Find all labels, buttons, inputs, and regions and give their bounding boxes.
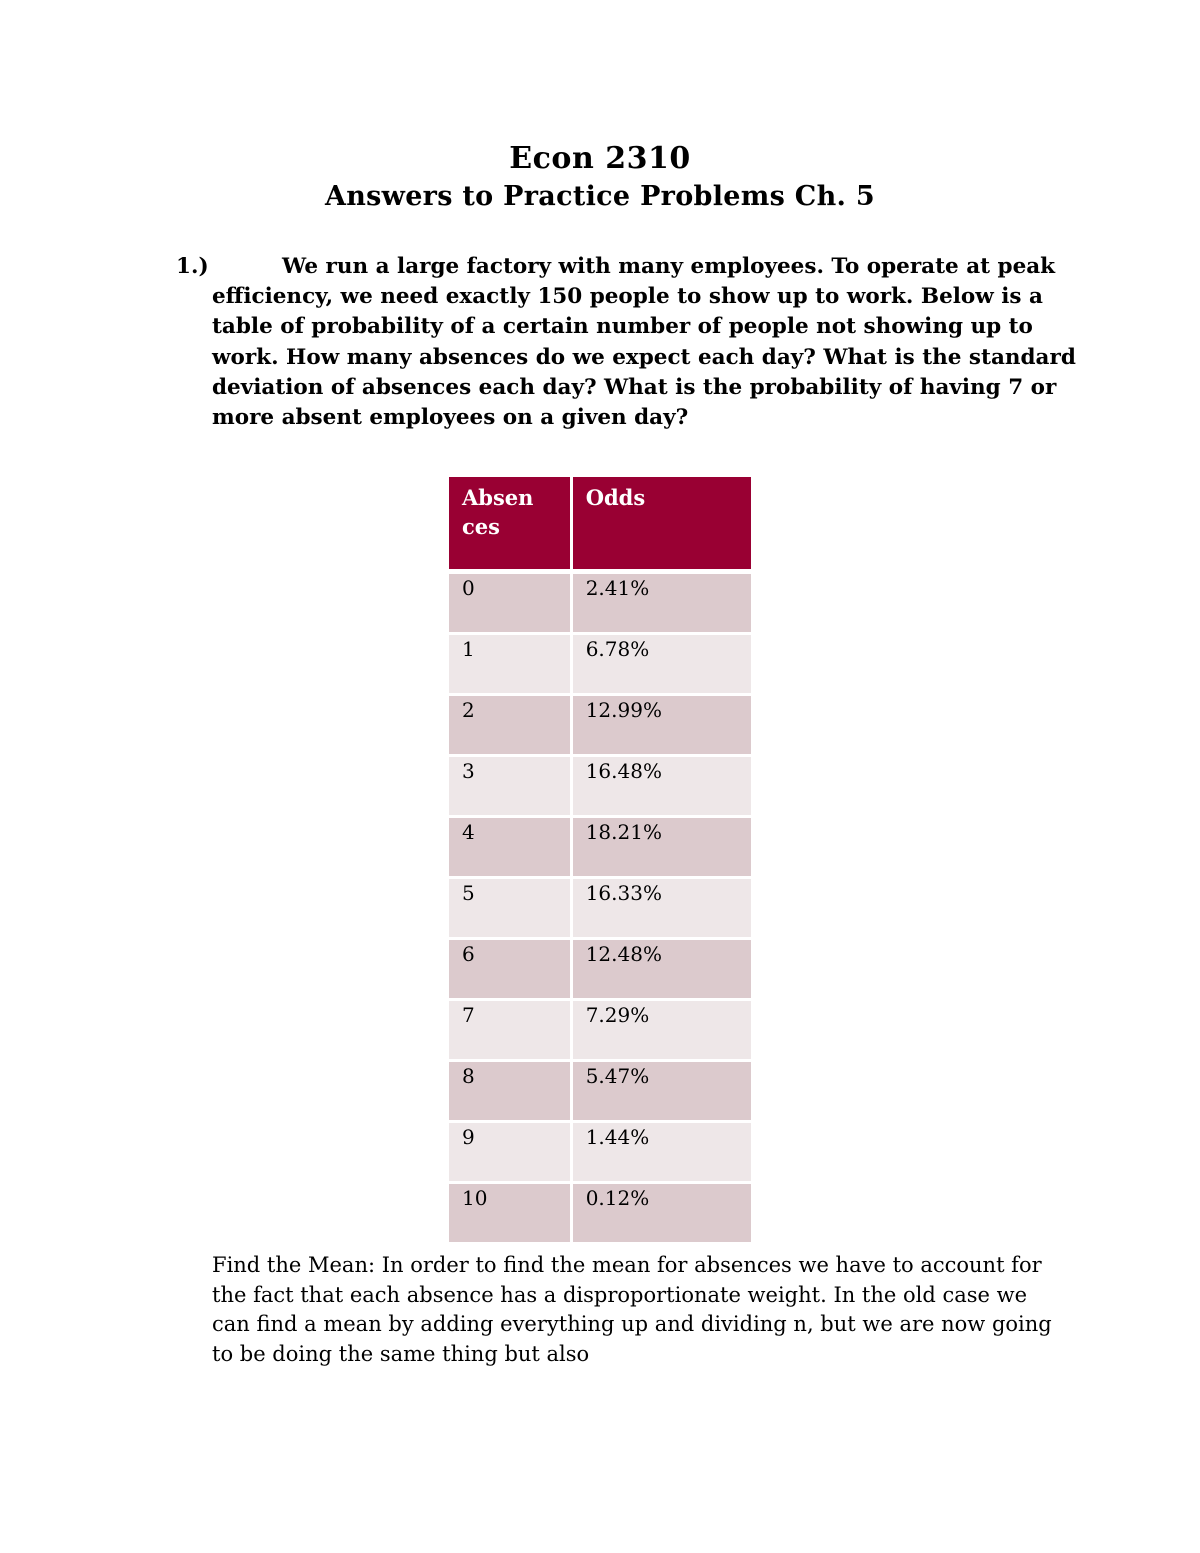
odds-cell: 2.41% — [573, 574, 751, 635]
absences-odds-table — [449, 477, 751, 1245]
table-row — [449, 1001, 751, 1062]
absences-cell: 0 — [449, 574, 573, 635]
header-odds: Odds — [573, 477, 751, 574]
table-row — [449, 1184, 751, 1245]
answer-paragraph: Find the Mean: In order to find the mean for absences we have to account for the fact that each absence has a disproportionate weight. In the old case we can find a mean by adding everything up and dividing n, but we are now going to be doing the same thing but also — [212, 1253, 1052, 1366]
course-title: Econ 2310 — [509, 141, 691, 176]
question-number: 1.) — [176, 254, 209, 279]
absences-cell: 2 — [449, 696, 573, 757]
odds-cell: 0.12% — [573, 1184, 751, 1245]
question-1 — [176, 252, 1076, 433]
question-text: We run a large factory with many employees. To operate at peak efficiency, we need exactly 150 people to show up to work. Below is a table of probability of a certain number of people not showing up to work. How many absences do we expect each day? What is the standard deviation of absences each day? What is the probability of having 7 or more absent employees on a given day? — [212, 254, 1076, 431]
table-row — [449, 757, 751, 818]
table-row — [449, 1123, 751, 1184]
odds-cell: 16.48% — [573, 757, 751, 818]
table-row — [449, 818, 751, 879]
odds-cell: 1.44% — [573, 1123, 751, 1184]
table-row — [449, 879, 751, 940]
table-row — [449, 1062, 751, 1123]
odds-cell: 7.29% — [573, 1001, 751, 1062]
absences-cell: 1 — [449, 635, 573, 696]
odds-cell: 6.78% — [573, 635, 751, 696]
odds-cell: 16.33% — [573, 879, 751, 940]
document-subtitle: Answers to Practice Problems Ch. 5 — [324, 181, 876, 212]
header-absences: Absen ces — [449, 477, 573, 574]
table-row — [449, 574, 751, 635]
table-row — [449, 696, 751, 757]
absences-cell: 10 — [449, 1184, 573, 1245]
absences-cell: 6 — [449, 940, 573, 1001]
odds-cell: 12.99% — [573, 696, 751, 757]
table-header-row — [449, 477, 751, 574]
table-row — [449, 940, 751, 1001]
odds-cell: 5.47% — [573, 1062, 751, 1123]
absences-cell: 4 — [449, 818, 573, 879]
document-title — [0, 140, 1200, 216]
odds-cell: 18.21% — [573, 818, 751, 879]
absences-cell: 9 — [449, 1123, 573, 1184]
odds-cell: 12.48% — [573, 940, 751, 1001]
absences-cell: 3 — [449, 757, 573, 818]
absences-cell: 7 — [449, 1001, 573, 1062]
absences-cell: 8 — [449, 1062, 573, 1123]
table-row — [449, 635, 751, 696]
absences-cell: 5 — [449, 879, 573, 940]
